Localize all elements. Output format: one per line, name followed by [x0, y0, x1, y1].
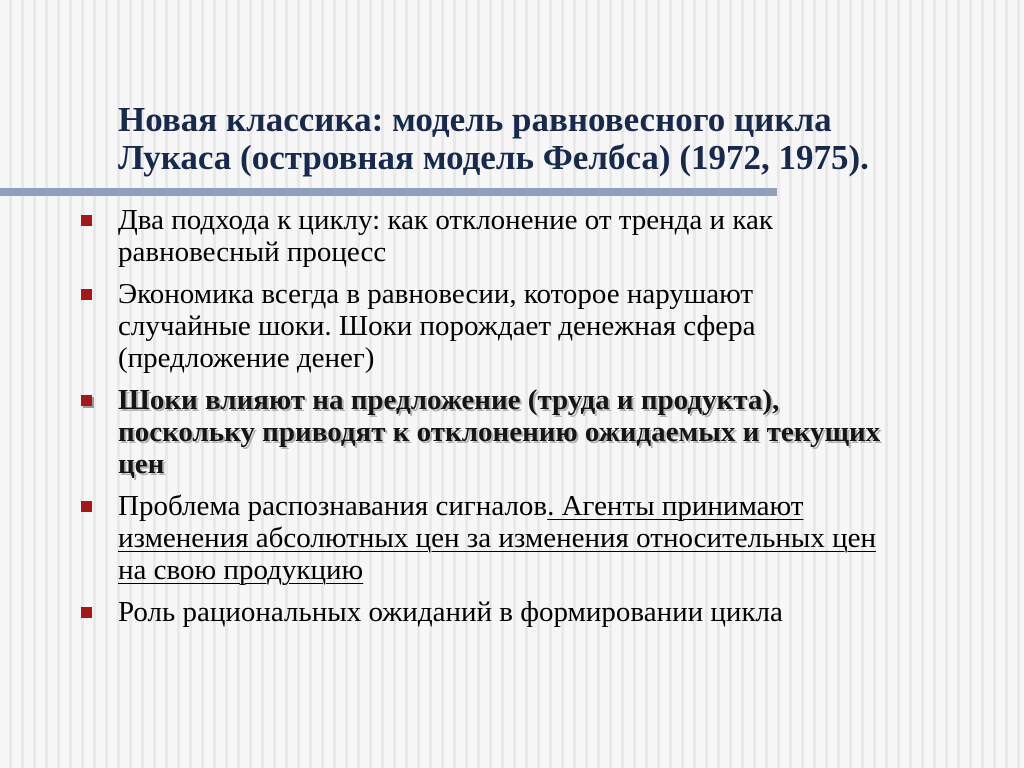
bullet-list — [78, 204, 1018, 638]
slide-title-line-2: Лукаса (островная модель Фелбса) (1972, 1975). — [118, 138, 869, 177]
bullet-item-signals — [78, 490, 1018, 586]
bullet-item-rational-expectations — [78, 596, 1018, 628]
square-bullet-icon — [81, 289, 92, 300]
bullet-5-line-1: Роль рациональных ожиданий в формировании цикла — [118, 596, 783, 628]
bullet-4-underlined-text-3: на свою продукцию — [118, 554, 364, 586]
title-underline-bar — [0, 188, 777, 196]
slide-title-line-1: Новая классика: модель равновесного цикла — [118, 100, 832, 139]
bullet-2-line-3: (предложение денег) — [118, 342, 375, 374]
bullet-item-approaches — [78, 204, 1018, 268]
bullet-item-shocks — [78, 384, 1018, 480]
bullet-4-line-3 — [118, 554, 1018, 586]
bullet-4-line-1 — [118, 490, 1018, 522]
square-bullet-icon — [81, 607, 92, 618]
bullet-4-plain-text: Проблема распознавания сигналов — [118, 490, 548, 522]
bullet-item-equilibrium — [78, 278, 1018, 374]
bullet-1-line-2: равновесный процесс — [118, 236, 387, 268]
bullet-1-line-1: Два подхода к циклу: как отклонение от тренда и как — [118, 204, 773, 236]
bullet-3-line-3: цен — [118, 448, 165, 480]
square-bullet-icon — [81, 215, 92, 226]
square-bullet-icon — [81, 501, 92, 512]
bullet-2-line-2: случайные шоки. Шоки порождает денежная сфера — [118, 310, 756, 342]
bullet-3-line-1: Шоки влияют на предложение (труда и продукта), — [118, 384, 780, 416]
bullet-4-line-2 — [118, 522, 1018, 554]
bullet-4-underlined-text-2: изменения абсолютных цен за изменения относительных цен — [118, 522, 876, 554]
bullet-2-line-1: Экономика всегда в равновесии, которое нарушают — [118, 278, 754, 310]
square-bullet-icon — [81, 395, 92, 406]
slide-title — [118, 101, 998, 177]
bullet-3-line-2: поскольку приводят к отклонению ожидаемых и текущих — [118, 416, 881, 448]
bullet-4-underlined-text-1: . Агенты принимают — [547, 490, 804, 522]
